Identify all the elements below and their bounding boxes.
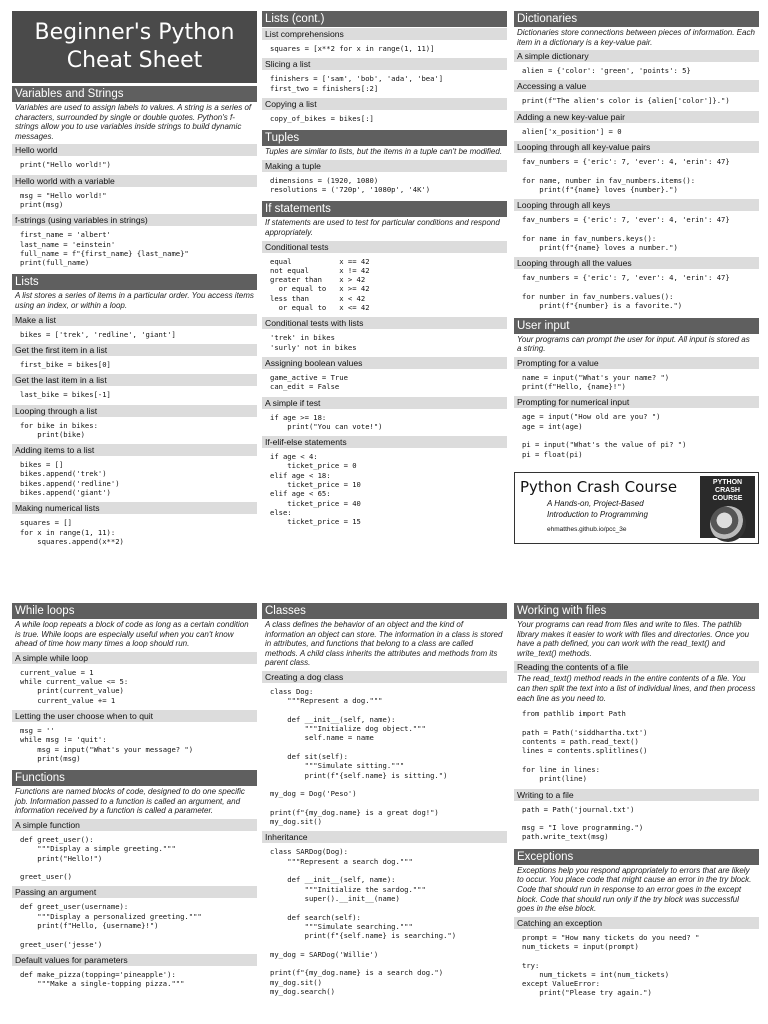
column-3-top [514, 8, 759, 544]
if-statements-description: If statements are used to test for particular conditions and respond appropriately. [265, 218, 500, 237]
subsection-label: Looping through a list [12, 405, 257, 417]
subsection-label: Conditional tests with lists [262, 317, 507, 329]
subsection-label: Looping through all key-value pairs [514, 141, 759, 153]
subsection-label: Creating a dog class [262, 671, 507, 683]
snake-icon [710, 506, 746, 542]
code-block: fav_numbers = {'eric': 7, 'ever': 4, 'erin': 47} for name, number in fav_numbers.items(): print(f"{name} loves {number}.") [522, 157, 730, 194]
subsection-label: Inheritance [262, 831, 507, 843]
subsection-label: Making a tuple [262, 160, 507, 172]
code-block: msg = "Hello world!" print(msg) [20, 190, 107, 209]
subsection-label: Slicing a list [262, 58, 507, 70]
code-block: class Dog: """Represent a dog.""" def __init__(self, name): """Initialize dog object.""" self.name = name def sit(self): """Simulate sitting.""" print(f"{self.name} is sitting.") my_dog = Dog('Peso') print(f"{my_dog.name} is a great dog!") my_dog.sit() [270, 686, 448, 827]
functions-section [12, 770, 257, 992]
if-statements-section [262, 201, 507, 530]
code-block: last_bike = bikes[-1] [20, 390, 111, 400]
exceptions-heading: Exceptions [514, 849, 759, 865]
code-block: def make_pizza(topping='pineapple'): """Make a single-topping pizza.""" [20, 969, 185, 989]
subsection-label: A simple dictionary [514, 50, 759, 62]
code-block: squares = [] for x in range(1, 11): squares.append(x**2) [20, 518, 124, 546]
code-block: game_active = True can_edit = False [270, 372, 348, 392]
code-block: current_value = 1 while current_value <= 5: print(current_value) current_value += 1 [20, 667, 129, 705]
subsection-label: Writing to a file [514, 789, 759, 801]
subsection-label: A simple function [12, 819, 257, 831]
functions-description: Functions are named blocks of code, designed to do one specific job. Information passed to a function is called an argument, and information received by a function is called a parameter. [15, 787, 245, 816]
subsection-label: Get the first item in a list [12, 344, 257, 356]
subsection-label: Looping through all keys [514, 199, 759, 211]
files-description: Your programs can read from files and write to files. The pathlib library makes it easier to work with files and directories. Once you have a path defined, you can work with the read_text() and write_text() methods. [517, 620, 750, 658]
code-block: for bike in bikes: print(bike) [20, 420, 98, 439]
subsection-label: List comprehensions [262, 28, 507, 40]
code-block: bikes = ['trek', 'redline', 'giant'] [20, 329, 176, 339]
subsection-label: Letting the user choose when to quit [12, 710, 257, 722]
book-subtitle: A Hands-on, Project-Based Introduction to Programming [547, 498, 648, 519]
subsection-label: Adding items to a list [12, 444, 257, 456]
column-2-top [262, 8, 507, 531]
code-block: bikes = [] bikes.append('trek') bikes.append('redline') bikes.append('giant') [20, 460, 120, 498]
files-heading: Working with files [514, 603, 759, 619]
subsection-label: Hello world [12, 144, 257, 156]
code-block: fav_numbers = {'eric': 7, 'ever': 4, 'erin': 47} for number in fav_numbers.values(): print(f"{number} is a favorite.") [522, 273, 730, 311]
column-2-bottom [262, 600, 507, 1024]
lists-description: A list stores a series of items in a particular order. You access items using an index, or within a loop. [15, 291, 254, 311]
code-block: finishers = ['sam', 'bob', 'ada', 'bea'] first_two = finishers[:2] [270, 74, 444, 93]
subsection-note: The read_text() method reads in the entire contents of a file. You can then split the text into a list of individual lines, and then process each line as you need to. [517, 674, 756, 703]
while-loops-heading: While loops [12, 603, 257, 619]
lists-cont-heading: Lists (cont.) [262, 11, 507, 27]
book-url: ehmatthes.github.io/pcc_3e [547, 525, 627, 533]
tuples-description: Tuples are similar to lists, but the items in a tuple can't be modified. [265, 147, 503, 157]
code-block: def greet_user(username): """Display a personalized greeting.""" print(f"Hello, {username}!") greet_user('jesse') [20, 902, 202, 949]
subsection-label: Making numerical lists [12, 502, 257, 514]
variables-heading: Variables and Strings [12, 86, 257, 102]
code-block: equal x == 42 not equal x != 42 greater than x > 42 or equal to x >= 42 less than x < 42 or equal to x <= 42 [270, 256, 370, 313]
lists-section [12, 274, 257, 550]
tuples-heading: Tuples [262, 130, 507, 146]
code-block: from pathlib import Path path = Path('siddhartha.txt') contents = path.read_text() lines = contents.splitlines() for line in lines: print(line) [522, 709, 648, 784]
code-block: alien = {'color': 'green', 'points': 5} [522, 66, 691, 76]
book-cover-image: PYTHON CRASH COURSE [700, 476, 755, 538]
classes-heading: Classes [262, 603, 507, 619]
code-block: prompt = "How many tickets do you need? " num_tickets = input(prompt) try: num_tickets = int(num_tickets) except ValueError: print("Please try again.") [522, 932, 700, 998]
variables-description: Variables are used to assign labels to values. A string is a series of characters, surrounded by single or double quotes. Python's f-strings allow you to use variables inside strings to build dynamic messages. [15, 103, 252, 141]
while-loops-description: A while loop repeats a block of code as long as a certain condition is true. While loops are especially useful when you can't know ahead of time how many times a loop should run. [15, 620, 249, 649]
dictionaries-heading: Dictionaries [514, 11, 759, 27]
subsection-label: Looping through all the values [514, 257, 759, 269]
subsection-label: Make a list [12, 314, 257, 326]
code-block: fav_numbers = {'eric': 7, 'ever': 4, 'erin': 47} for name in fav_numbers.keys(): print(f"{name} loves a number.") [522, 215, 730, 253]
subsection-label: Assigning boolean values [262, 357, 507, 369]
code-block: if age < 4: ticket_price = 0 elif age < 18: ticket_price = 10 elif age < 65: ticket_price = 40 else: ticket_price = 15 [270, 452, 361, 527]
subsection-label: Copying a list [262, 98, 507, 110]
code-block: class SARDog(Dog): """Represent a search dog.""" def __init__(self, name): """Initialize the sardog.""" super().__init__(name) def search(self): """Simulate searching.""" print(f"{self.name} is searching.") my_dog = SARDog('Willie') print(f"{my_dog.name} is a search dog.") my_dog.sit() my_dog.search() [270, 847, 457, 996]
classes-description: A class defines the behavior of an object and the kind of information an object can store. The information in a class is stored in attributes, and functions that belong to a class are called methods. A child class inherits the attributes and methods from its parent class. [265, 620, 503, 668]
code-block: if age >= 18: print("You can vote!") [270, 412, 383, 431]
subsection-label: f-strings (using variables in strings) [12, 214, 257, 226]
subsection-label: A simple if test [262, 397, 507, 409]
functions-heading: Functions [12, 770, 257, 786]
column-1-bottom [12, 600, 257, 1024]
if-statements-heading: If statements [262, 201, 507, 217]
user-input-heading: User input [514, 318, 759, 334]
subsection-label: Hello world with a variable [12, 175, 257, 187]
exceptions-section [514, 849, 759, 1002]
code-block: msg = '' while msg != 'quit': msg = input("What's your message? ") print(msg) [20, 725, 194, 763]
subsection-label: Reading the contents of a file [514, 661, 759, 673]
user-input-section [514, 318, 759, 463]
subsection-label: Get the last item in a list [12, 374, 257, 386]
code-block: name = input("What's your name? ") print(f"Hello, {name}!") [522, 372, 670, 392]
subsection-label: A simple while loop [12, 652, 257, 664]
code-block: path = Path('journal.txt') msg = "I love programming.") path.write_text(msg) [522, 804, 644, 842]
code-block: def greet_user(): """Display a simple greeting.""" print("Hello!") greet_user() [20, 834, 176, 882]
code-block: first_name = 'albert' last_name = 'einstein' full_name = f"{first_name} {last_name}" print(full_name) [20, 230, 189, 268]
book-title: Python Crash Course [520, 477, 678, 496]
code-block: squares = [x**2 for x in range(1, 11)] [270, 44, 435, 53]
code-block: dimensions = (1920, 1080) resolutions = ('720p', '1080p', '4K') [270, 175, 431, 195]
book-promo [514, 472, 759, 544]
page-title: Beginner's Python Cheat Sheet [12, 11, 257, 83]
subsection-label: Conditional tests [262, 241, 507, 253]
dictionaries-section [514, 11, 759, 315]
column-1-top [12, 11, 257, 550]
variables-section [12, 86, 257, 271]
lists-cont-section [262, 11, 507, 127]
subsection-label: Prompting for a value [514, 357, 759, 369]
files-section [514, 603, 759, 846]
code-block: 'trek' in bikes 'surly' not in bikes [270, 333, 357, 352]
subsection-label: Passing an argument [12, 886, 257, 898]
subsection-label: Accessing a value [514, 80, 759, 92]
code-block: copy_of_bikes = bikes[:] [270, 113, 374, 123]
column-3-bottom [514, 600, 759, 1024]
while-loops-section [12, 603, 257, 767]
tuples-section [262, 130, 507, 198]
subsection-label: Prompting for numerical input [514, 396, 759, 408]
subsection-label: If-elif-else statements [262, 436, 507, 448]
code-block: print(f"The alien's color is {alien['color']}.") [522, 96, 730, 106]
exceptions-description: Exceptions help you respond appropriately to errors that are likely to occur. You place code that might cause an error in the try block. Code that should run in response to an error goes in the except block. Code that should run only if the try block was successful goes in the else block. [517, 865, 752, 914]
code-block: alien['x_position'] = 0 [522, 126, 622, 136]
subsection-label: Adding a new key-value pair [514, 111, 759, 123]
code-block: print("Hello world!") [20, 160, 111, 170]
subsection-label: Catching an exception [514, 917, 759, 929]
user-input-description: Your programs can prompt the user for input. All input is stored as a string. [517, 334, 750, 354]
dictionaries-description: Dictionaries store connections between pieces of information. Each item in a dictionary is a key-value pair. [517, 28, 755, 47]
subsection-label: Default values for parameters [12, 954, 257, 966]
classes-section [262, 603, 507, 1000]
code-block: first_bike = bikes[0] [20, 359, 111, 369]
lists-heading: Lists [12, 274, 257, 290]
code-block: age = input("How old are you? ") age = int(age) pi = input("What's the value of pi? ") pi = float(pi) [522, 412, 687, 459]
